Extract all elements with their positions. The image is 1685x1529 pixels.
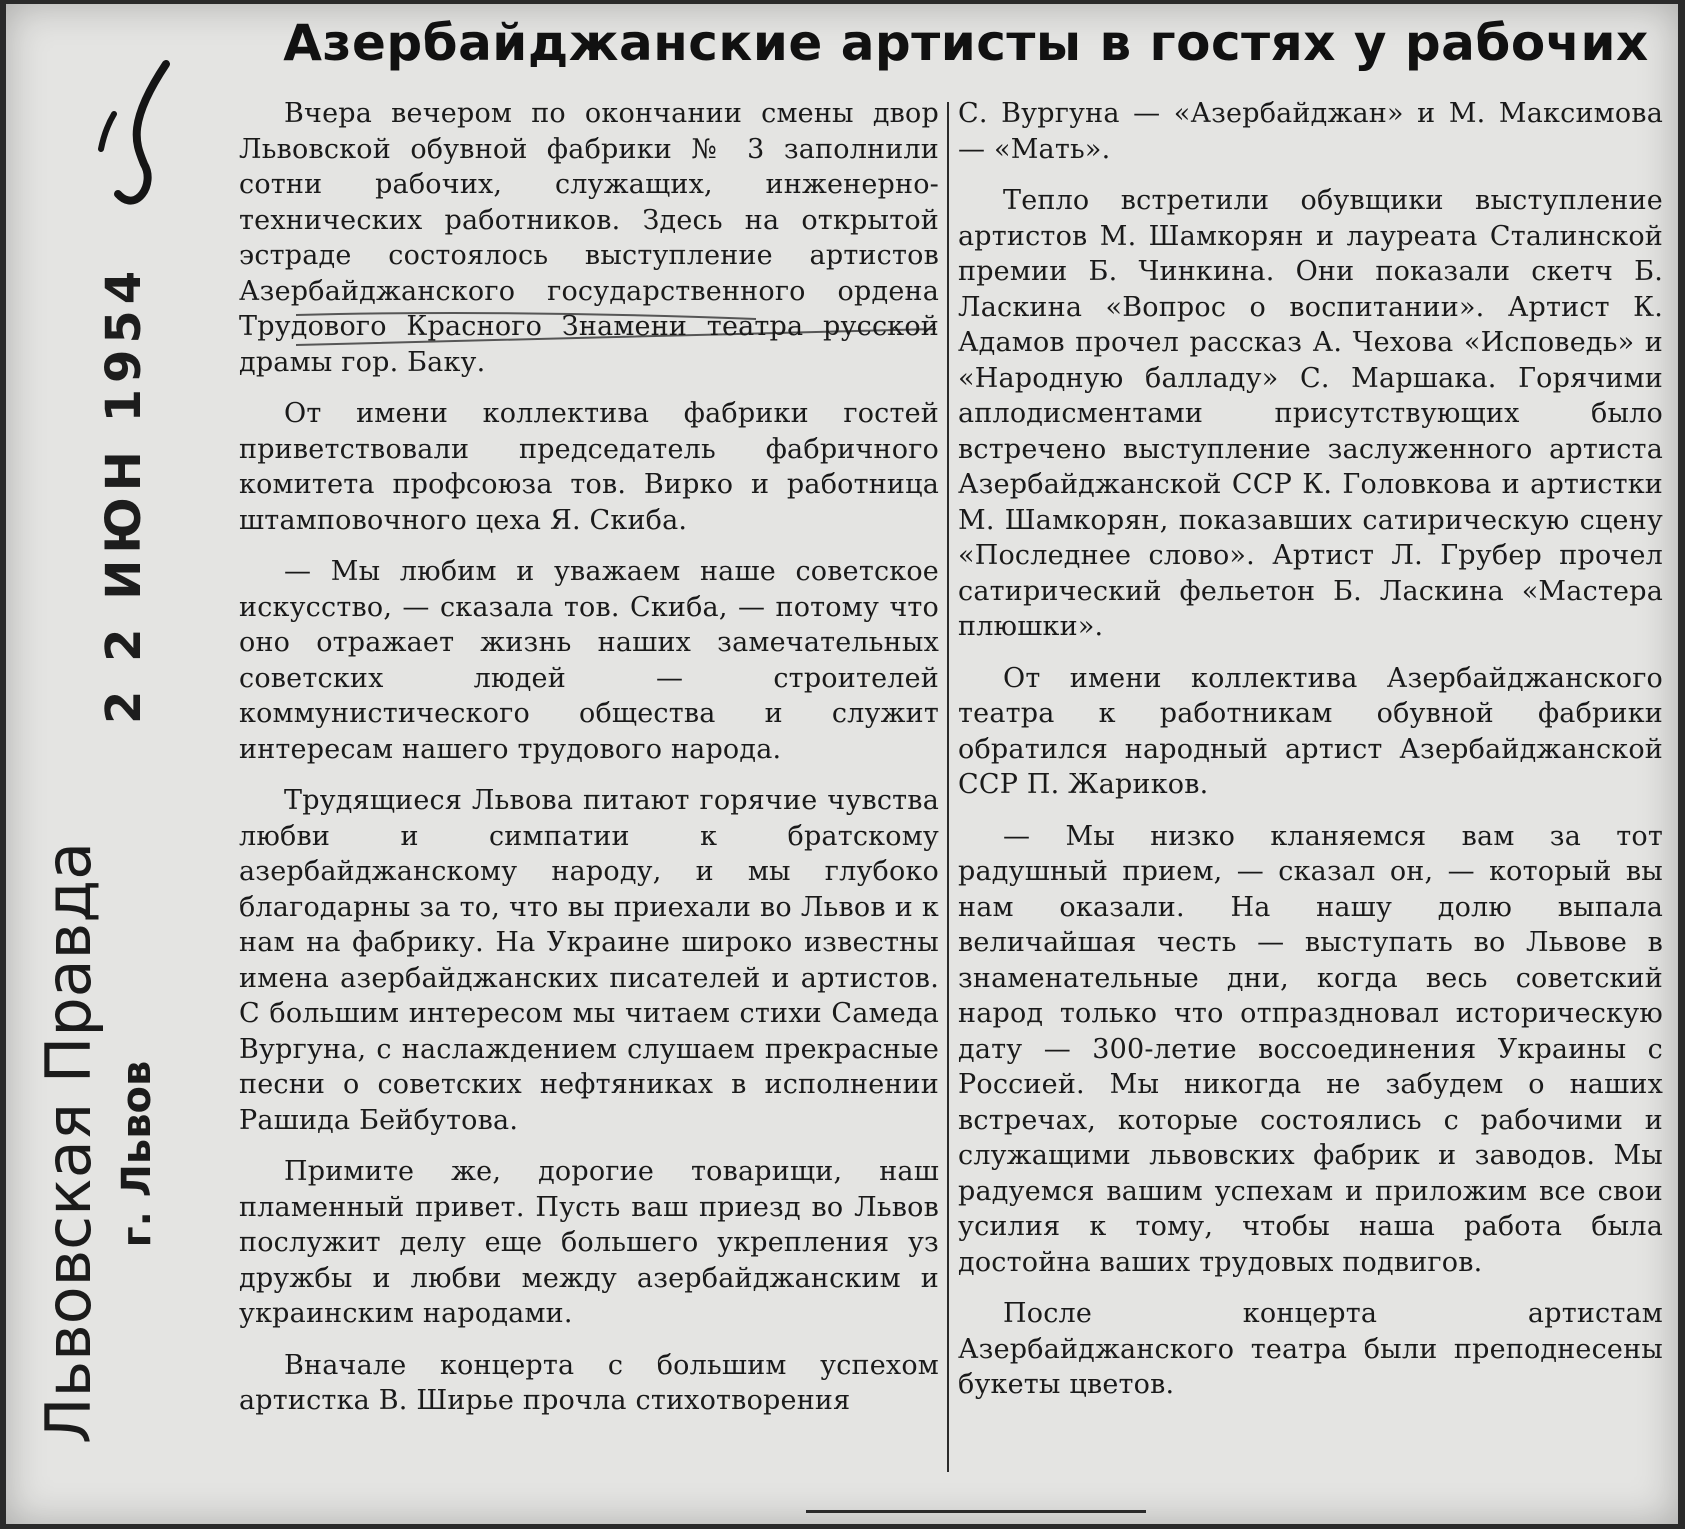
paragraph: — Мы любим и уважаем наше советское искусство, — сказала тов. Скиба, — потому что оно отражает жизнь наших замечательных советских людей — строителей коммунистического общества и служит интересам нашего трудового народа. xyxy=(239,556,939,765)
handwritten-pen-mark xyxy=(96,44,196,214)
article-right-column xyxy=(958,96,1663,1419)
paragraph: Вчера вечером по окончании смены двор Львовской обувной фабрики № 3 заполнили сотни рабочих, служащих, инженерно-технических работников. Здесь на открытой эстраде состоялось выступление артистов Азербайджанского государственного ордена Трудового Красного Знамени театра русской драмы гор. Баку. xyxy=(239,98,939,378)
stamp-date-text: 2 2 ИЮН 1954 xyxy=(96,264,152,724)
newspaper-masthead xyxy=(26,841,176,1444)
paragraph: От имени коллектива Азербайджанского театра к работникам обувной фабрики обратился народный артист Азербайджанской ССР П. Жариков. xyxy=(958,662,1663,800)
paragraph: С. Вургуна — «Азербайджан» и М. Максимова — «Мать». xyxy=(958,98,1663,165)
paragraph: Трудящиеся Львова питают горячие чувства любви и симпатии к братскому азербайджанскому народу, и мы глубоко благодарны за то, что вы приехали во Львов и к нам на фабрику. На Украине широко известны имена азербайджанских писателей и артистов. С большим интересом мы читаем стихи Самеда Вургуна, с наслаждением слушаем прекрасные песни о советских нефтяниках в исполнении Рашида Бейбутова. xyxy=(239,785,939,1136)
paragraph: Вначале концерта с большим успехом артистка В. Ширье прочла стихотворения xyxy=(239,1349,939,1416)
date-stamp xyxy=(96,264,176,724)
paragraph: От имени коллектива фабрики гостей приветствовали председатель фабричного комитета профсоюза тов. Вирко и работница штамповочного цеха Я. Скиба. xyxy=(239,398,939,536)
paragraph: Примите же, дорогие товарищи, наш пламенный привет. Пусть ваш приезд во Львов послужит делу еще большего укрепления уз дружбы и любви между азербайджанским и украинским народами. xyxy=(239,1156,939,1329)
newspaper-clipping xyxy=(6,4,1678,1524)
paragraph: После концерта артистам Азербайджанского театра были преподнесены букеты цветов. xyxy=(958,1298,1663,1400)
masthead-title: Львовская Правда xyxy=(32,841,105,1444)
article-headline: Азербайджанские артисты в гостях у рабочих xyxy=(283,14,1649,72)
article-left-column xyxy=(239,96,939,1435)
masthead-city: г. Львов xyxy=(114,1060,160,1248)
end-rule xyxy=(806,1510,1146,1513)
column-divider xyxy=(947,102,949,1472)
paragraph: — Мы низко кланяемся вам за тот радушный прием, — сказал он, — который вы нам оказали. На нашу долю выпала величайшая честь — выступать во Львове в знаменательные дни, когда весь советский народ только что отпраздновал историческую дату — 300-летие воссоединения Украины с Россией. Мы никогда не забудем о наших встречах, которые состоялись с рабочими и служащими львовских фабрик и заводов. Мы радуемся вашим успехам и приложим все свои усилия к тому, чтобы наша работа была достойна ваших трудовых подвигов. xyxy=(958,820,1663,1278)
paragraph: Тепло встретили обувщики выступление артистов М. Шамкорян и лауреата Сталинской премии Б. Чинкина. Они показали скетч Б. Ласкина «Вопрос о воспитании». Артист К. Адамов прочел рассказ А. Чехова «Исповедь» и «Народную балладу» С. Маршака. Горячими аплодисментами присутствующих было встречено выступление заслуженного артиста Азербайджанской ССР К. Головкова и артистки М. Шамкорян, показавших сатирическую сцену «Последнее слово». Артист Л. Грубер прочел сатирический фельетон Б. Ласкина «Мастера плюшки». xyxy=(958,185,1663,642)
